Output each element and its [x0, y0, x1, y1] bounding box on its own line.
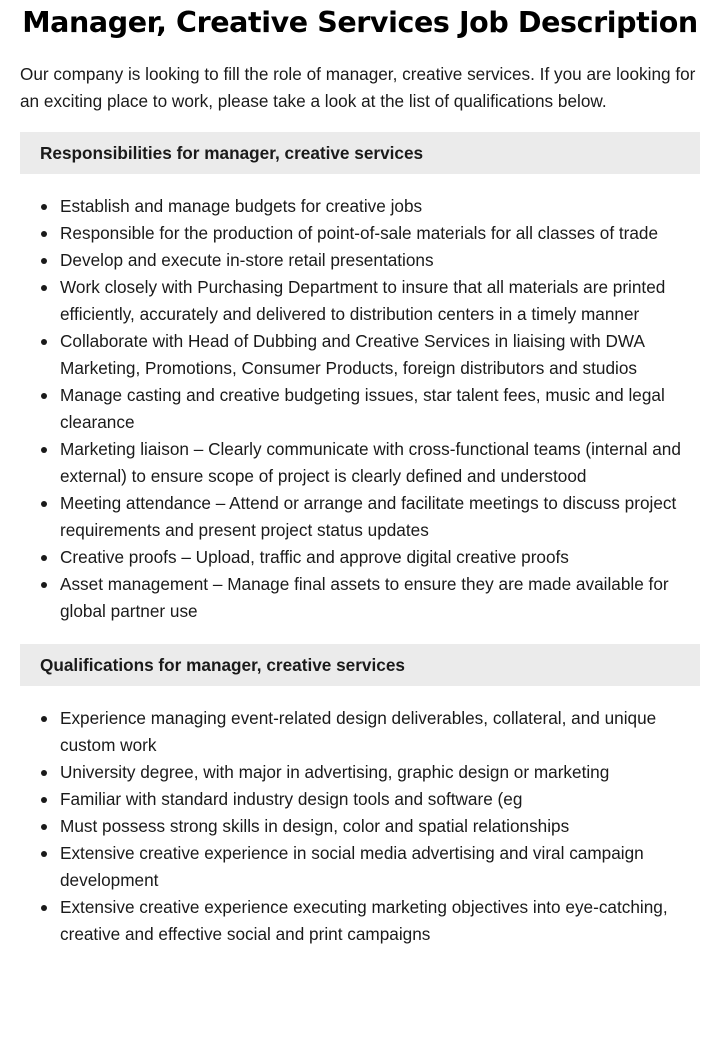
- list-item-text: Meeting attendance – Attend or arrange and facilitate meetings to discuss project requirements and present project status updates: [60, 493, 677, 540]
- list-item: [20, 220, 700, 247]
- list-item-text: Must possess strong skills in design, color and spatial relationships: [60, 816, 570, 836]
- qualifications-header: [20, 644, 700, 686]
- list-item-text: Marketing liaison – Clearly communicate with cross-functional teams (internal and external) to ensure scope of project is clearly defined and understood: [60, 439, 681, 486]
- bullet-icon: [41, 797, 47, 803]
- list-item: [20, 571, 700, 625]
- list-item: [20, 759, 700, 786]
- list-item-text: Responsible for the production of point-of-sale materials for all classes of trade: [60, 223, 659, 243]
- list-item-text: Extensive creative experience in social media advertising and viral campaign development: [60, 843, 644, 890]
- list-item: [20, 705, 700, 759]
- bullet-icon: [41, 204, 47, 210]
- list-item: [20, 786, 700, 813]
- list-item: [20, 840, 700, 894]
- intro-paragraph: Our company is looking to fill the role of manager, creative services. If you are looking for an exciting place to work, please take a look at the list of qualifications below.: [20, 64, 696, 111]
- list-item-text: Develop and execute in-store retail presentations: [60, 250, 434, 270]
- responsibilities-heading: Responsibilities for manager, creative services: [40, 142, 424, 163]
- bullet-icon: [41, 339, 47, 345]
- list-item-text: Familiar with standard industry design tools and software (eg: [60, 789, 523, 809]
- list-item: [20, 436, 700, 490]
- responsibilities-header: [20, 132, 700, 174]
- bullet-icon: [41, 770, 47, 776]
- list-item: [20, 274, 700, 328]
- list-item-text: Work closely with Purchasing Department to insure that all materials are printed efficiently, accurately and delivered to distribution centers in a timely manner: [60, 277, 666, 324]
- list-item: [20, 382, 700, 436]
- list-item: [20, 247, 700, 274]
- page-title: Manager, Creative Services Job Description: [22, 6, 698, 39]
- bullet-icon: [41, 393, 47, 399]
- list-item-text: University degree, with major in advertising, graphic design or marketing: [60, 762, 610, 782]
- list-item: [20, 894, 700, 948]
- list-item-text: Extensive creative experience executing marketing objectives into eye-catching, creative and effective social and print campaigns: [60, 897, 668, 944]
- bullet-icon: [41, 258, 47, 264]
- bullet-icon: [41, 716, 47, 722]
- bullet-icon: [41, 905, 47, 911]
- qualifications-heading: Qualifications for manager, creative services: [40, 654, 405, 675]
- list-item-text: Collaborate with Head of Dubbing and Creative Services in liaising with DWA Marketing, Promotions, Consumer Products, foreign distributors and studios: [60, 331, 645, 378]
- list-item: [20, 328, 700, 382]
- bullet-icon: [41, 285, 47, 291]
- list-item: [20, 193, 700, 220]
- list-item: [20, 813, 700, 840]
- list-item-text: Manage casting and creative budgeting issues, star talent fees, music and legal clearance: [60, 385, 665, 432]
- responsibilities-list: [20, 193, 700, 625]
- bullet-icon: [41, 582, 47, 588]
- bullet-icon: [41, 501, 47, 507]
- list-item-text: Experience managing event-related design deliverables, collateral, and unique custom work: [60, 708, 657, 755]
- list-item-text: Establish and manage budgets for creative jobs: [60, 196, 423, 216]
- list-item: [20, 544, 700, 571]
- bullet-icon: [41, 231, 47, 237]
- bullet-icon: [41, 851, 47, 857]
- list-item-text: Asset management – Manage final assets to ensure they are made available for global partner use: [60, 574, 669, 621]
- list-item: [20, 490, 700, 544]
- bullet-icon: [41, 555, 47, 561]
- bullet-icon: [41, 447, 47, 453]
- list-item-text: Creative proofs – Upload, traffic and approve digital creative proofs: [60, 547, 569, 567]
- bullet-icon: [41, 824, 47, 830]
- qualifications-list: [20, 705, 700, 948]
